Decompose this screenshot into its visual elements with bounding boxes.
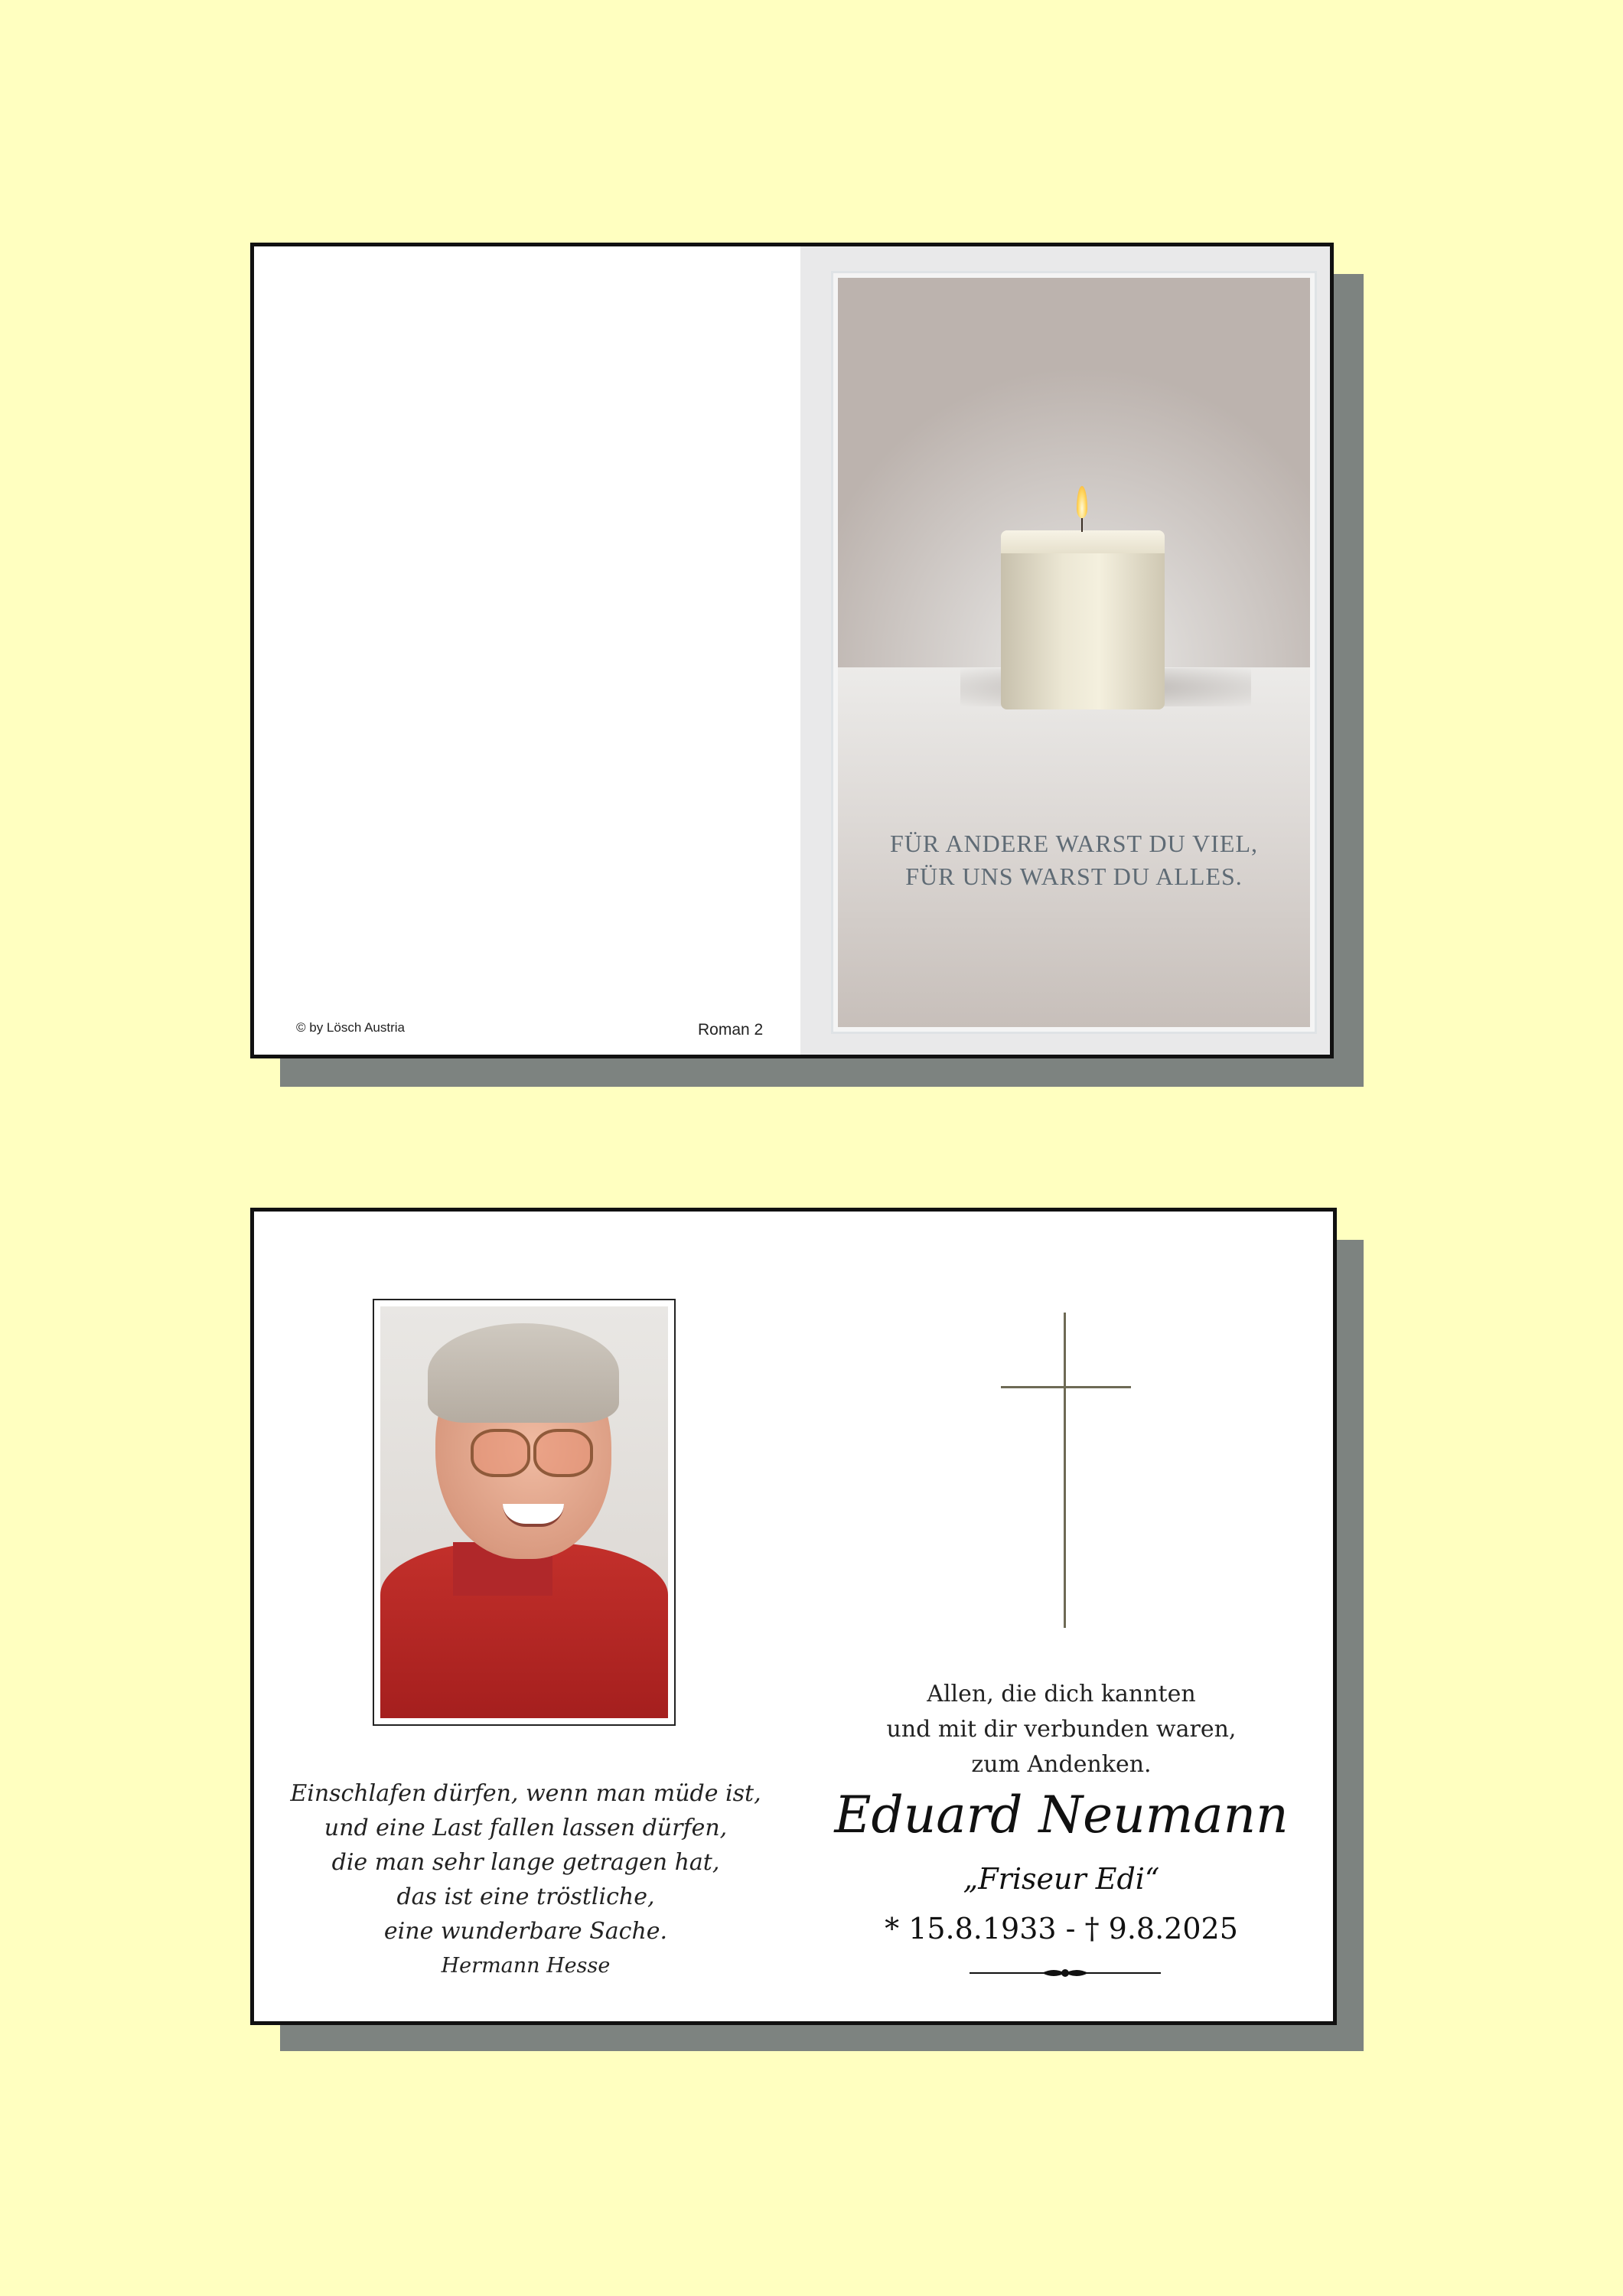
poem-author: Hermann Hesse [441,1954,611,1978]
ornament-divider [970,1965,1161,1981]
candle-photo-frame [831,271,1317,1034]
cover-quote [838,827,1310,893]
candle-photo [838,278,1310,1027]
quote-line-1: FÜR ANDERE WARST DU VIEL, [889,830,1259,857]
memorial-line: zum Andenken. [971,1751,1152,1778]
deceased-name: Eduard Neumann [834,1786,1289,1844]
poem-line: eine wunderbare Sache. [383,1918,668,1945]
poem [254,1776,797,1983]
memorial-text [782,1677,1341,1782]
front-card [250,243,1334,1058]
cover-panel [800,246,1330,1055]
portrait-frame [373,1299,676,1726]
candle-image [1001,530,1165,709]
quote-line-2: FÜR UNS WARST DU ALLES. [905,863,1243,890]
poem-line: Einschlafen dürfen, wenn man müde ist, [290,1780,761,1807]
poem-line: das ist eine tröstliche, [396,1883,655,1910]
portrait-photo [380,1306,668,1718]
flame-icon [1077,486,1087,518]
memorial-line: Allen, die dich kannten [927,1681,1196,1707]
poem-line: die man sehr lange getragen hat, [331,1849,720,1876]
model-label: Roman 2 [698,1021,764,1039]
nickname: „Friseur Edi“ [963,1862,1160,1896]
inside-card [250,1208,1337,2025]
memorial-line: und mit dir verbunden waren, [886,1716,1237,1743]
copyright-text: © by Lösch Austria [296,1020,405,1035]
life-dates: * 15.8.1933 - † 9.8.2025 [885,1912,1238,1945]
poem-line: und eine Last fallen lassen dürfen, [324,1815,728,1841]
